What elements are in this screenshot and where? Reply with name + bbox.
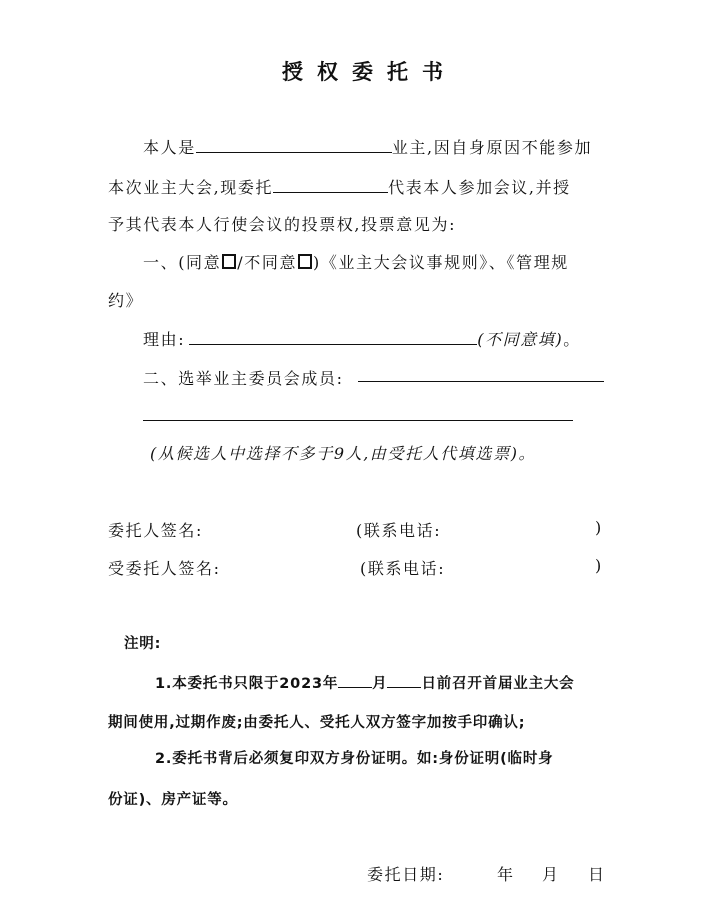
para1-line1 [143,135,592,158]
item2-line [143,366,344,389]
note2-line1: 2.委托书背后必须复印双方身份证明。如:身份证明(临时身 [155,751,554,767]
document-title: 授权委托书 [282,59,457,84]
note2-line2: 份证)、房产证等。 [108,792,238,808]
note1-line2: 期间使用,过期作废;由委托人、受托人双方签字加按手印确认; [108,715,526,731]
agent-contact-close: ) [595,556,603,575]
intro-text: 本人是 [143,138,196,157]
agent-name-blank[interactable] [273,176,388,193]
item1-prefix: 一、(同意 [143,253,222,272]
reason-line [143,327,581,350]
principal-signature-label: 委托人签名: [108,521,203,540]
para1-line3: 予其代表本人行使会议的投票权,投票意见为: [108,215,457,234]
date-month: 月 [542,865,560,884]
principal-contact-label: (联系电话: [356,521,442,540]
note1-part-c: 日前召开首届业主大会 [421,676,575,692]
reason-label: 理由: [143,330,186,349]
note1-day-blank[interactable] [387,673,421,688]
date-label: 委托日期: [367,865,445,884]
represent-text: 代表本人参加会议,并授 [388,178,571,197]
reason-blank[interactable] [189,328,477,345]
entrust-text: 本次业主大会,现委托 [108,178,274,197]
note1-part-a: 1.本委托书只限于2023年 [155,676,339,692]
date-day: 日 [588,865,606,884]
item1-suffix: )《业主大会议事规则》、《管理规 [313,253,569,272]
para1-line2 [108,175,571,198]
reason-note: (不同意填) [477,330,564,349]
agent-signature-label: 受委托人签名: [108,559,221,578]
notes-heading: 注明: [124,636,162,652]
date-year: 年 [497,865,515,884]
disagree-checkbox[interactable] [298,254,312,269]
owner-text: 业主,因自身原因不能参加 [391,138,593,157]
candidate-note: (从候选人中选择不多于9人,由受托人代填选票)。 [150,444,537,463]
principal-contact-close: ) [595,518,603,537]
item1-mid: /不同意 [237,253,298,272]
owner-name-blank[interactable] [196,136,392,153]
note1-month-blank[interactable] [338,673,372,688]
item2-label: 二、选举业主委员会成员: [143,369,344,388]
note1-line1 [155,672,574,693]
reason-end: 。 [563,330,581,349]
agree-checkbox[interactable] [222,254,236,269]
item1-continuation: 约》 [108,291,144,310]
item1-line [143,250,569,273]
note1-part-b: 月 [372,676,388,692]
agent-contact-label: (联系电话: [360,559,446,578]
candidate-blank-1[interactable] [358,381,604,382]
candidate-blank-2[interactable] [143,420,573,421]
